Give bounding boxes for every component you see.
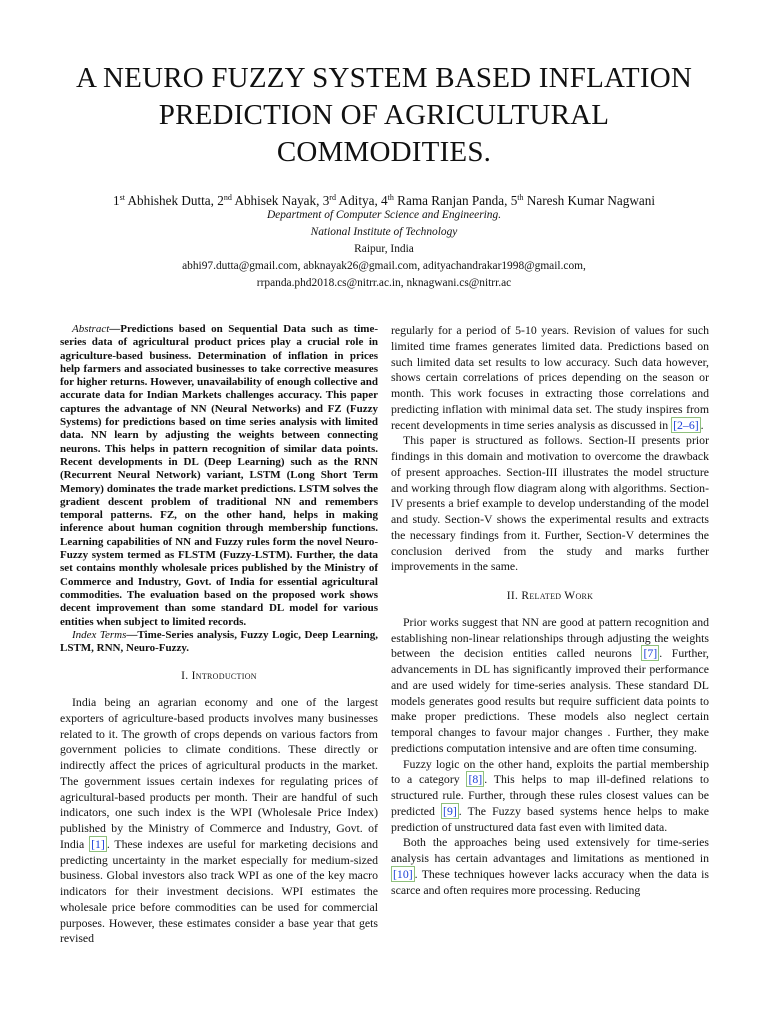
right-column [391,323,709,898]
intro-paragraph-2: regularly for a period of 5-10 years. Revision of values for such limited time frames generates limited data. Predictions based on such limited data set results to low accuracy. Such data however, shows certain correlations of prices depending on the season or month. This work focuses in extracting those correlations and predicting inflation with minimal data set. The study inspires from recent developments in time series analysis as discussed in [2–6] . [391,323,709,432]
intro-paragraph-1: India being an agrarian economy and one of the largest exporters of agriculture-based products involves many businesses related to it. The growth of crops depends on various factors from government policies to climate conditions. These directly or indirectly affect the prices of agricultural products in the market. The government issues certain indexes for regulating prices of agricultural-based products per month. Their are handful of such indicators, one such index is the WPI (Wholesale Price Index) published by the Ministry of Commerce and Industry, Govt. of India [1] . These indexes are useful for marketing decisions and predicting uncertainty in the market especially for medium-sized business. Global investors also track WPI as one of the key macro indicators for their investment decisions. WPI estimates the wholesale price before commodities can be used for commercial purposes. However, these estimates consider a base year that gets revised [60,695,378,946]
intro-paragraph-3: This paper is structured as follows. Section-II presents prior findings in this domain and motivation to overcome the drawback of present approaches. Section-III illustrates the model structure and working through flow diagram along with algorithms. Section-IV presents a brief example to develop understanding of the model and study. Section-V shows the experimental results and extracts the necessary findings from it. Further, Section-V determines the conclusion derived from the study and marks further improvements in the same. [391,433,709,574]
citation-link[interactable]: [1] [91,836,105,851]
author-1: 1st Abhishek Dutta, [113,193,214,208]
institute: National Institute of Technology [310,226,458,238]
emails-line-2: rrpanda.phd2018.cs@nitrr.ac.in, nknagwani.cs@nitrr.ac [256,277,512,289]
abstract: Abstract—Predictions based on Sequential Data such as time-series data of agricultural product prices play a crucial role in agriculture-based business. Determination of inflation in prices help farmers and associated businesses to take corrective measures for higher returns. However, unavailability of enough collective and accurate data for Indian Markets challenges accuracy. This paper captures the advantage of NN (Neural Networks) and FZ (Fuzzy Systems) for predictions based on time series analysis with limited data. NN learn by adjusting the weights between connecting neurons. This helps in pattern recognition of similar data points. Recent developments in DL (Deep Learning) such as the RNN (Recurrent Neural Network) variant, LSTM (Long Short Term Memory) dominates the trade market predictions. LSTM solves the gradient descent problem of traditional NN and remembers temporal patterns. FZ, on the other hand, helps in making inference about human cognition through membership functions. Learning capabilities of NN and Fuzzy rules form the novel Neuro-Fuzzy system termed as FLSTM (Fuzzy-LSTM). Further, the data set contains monthly wholesale prices published by the Ministry of Commerce and Industry, Govt. of India for essential agricultural commodities. The evaluation based on the proposed work shows decent improvement than some standard DL model for various entities when subject to limited records. [60,323,378,628]
author-3: 3rd Aditya, [322,193,378,208]
title-line-1: A NEURO FUZZY SYSTEM BASED INFLATION [76,62,692,94]
paper-title [40,60,728,171]
author-list [20,189,748,209]
left-column [60,323,378,947]
citation-link[interactable]: [8] [468,772,483,787]
index-terms: Index Terms—Time-Series analysis, Fuzzy Logic, Deep Learning, LSTM, RNN, Neuro-Fuzzy. [60,628,378,655]
author-5: 5th Naresh Kumar Nagwani [510,193,655,208]
title-line-2: PREDICTION OF AGRICULTURAL [158,99,610,131]
affiliation-block [20,207,748,292]
section-heading-introduction: I. Introduction [181,670,257,683]
citation-link[interactable]: [7] [643,646,658,661]
related-paragraph-1: Prior works suggest that NN are good at pattern recognition and establishing non-linear relationships through adjusting the weights between the decision entities called neurons [7] . Further, advancements in DL has significantly improved their performance and are used widely for time-series analysis. These standard DL models generates good results but require sufficient data points to make proper predictions. These models also neglect certain temporal changes to favour major changes . Further, they make predictions computation intensive and are often time consuming. [391,614,709,755]
citation-link[interactable]: [10] [393,866,413,881]
emails-line-1: abhi97.dutta@gmail.com, abknayak26@gmail.com, adityachandrakar1998@gmail.com, [182,260,586,272]
author-4: 4th Rama Ranjan Panda, [381,193,508,208]
citation-link[interactable]: [2–6] [673,417,699,432]
title-line-3: COMMODITIES. [276,136,492,168]
city: Raipur, India [354,243,414,255]
related-paragraph-2: Fuzzy logic on the other hand, exploits the partial membership to a category [8] . This helps to map ill-defined relations to structured rule. Further, through these rules closest values can be predicted [9] . The Fuzzy based systems hence helps to make prediction of unstructured data fast even with limited data. [391,756,709,834]
related-paragraph-3: Both the approaches being used extensively for time-series analysis has certain advantages and limitations as mentioned in [10] . These techniques however lacks accuracy when the data is scarce and often requires more processing. Reducing [391,835,709,897]
author-2: 2nd Abhisek Nayak, [217,193,320,208]
section-heading-related-work: II. Related Work [506,590,594,602]
citation-link[interactable]: [9] [443,803,457,818]
department: Department of Computer Science and Engineering. [266,209,502,221]
